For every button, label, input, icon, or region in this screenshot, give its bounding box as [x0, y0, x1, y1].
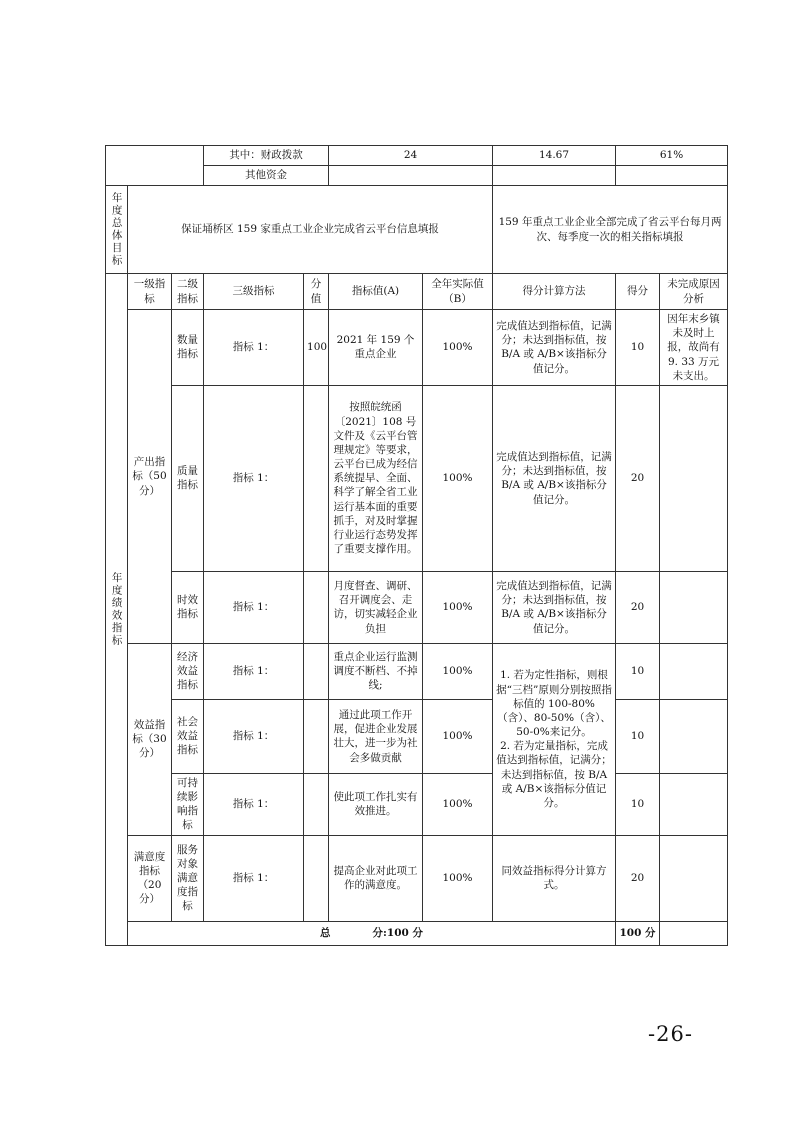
header-level1: 一级指标 — [128, 274, 172, 310]
row-level2: 时效指标 — [172, 571, 204, 643]
total-row — [106, 921, 728, 945]
row-level3: 指标 1： — [204, 310, 304, 386]
section-label: 年度绩效指标 — [106, 274, 128, 946]
row-level2: 服务对象满意度指标 — [172, 835, 204, 921]
row-level3: 指标 1： — [204, 835, 304, 921]
table-row — [106, 571, 728, 643]
row-reason — [660, 773, 728, 835]
row-method: 同效益指标得分计算方式。 — [493, 835, 616, 921]
row-actual: 100% — [423, 773, 493, 835]
row-score: 20 — [616, 835, 660, 921]
performance-table — [105, 145, 728, 946]
row-actual: 100% — [423, 835, 493, 921]
fiscal-budget: 24 — [329, 146, 493, 166]
page-number: -26- — [648, 1022, 693, 1046]
table-row — [106, 699, 728, 773]
row-method: 完成值达到指标值，记满分；未达到指标值，按B/A 或 A/B×该指标分值记分。 — [493, 571, 616, 643]
annual-goal-achieved: 159 年重点工业企业全部完成了省云平台每月两次、每季度一次的相关指标填报 — [493, 186, 728, 274]
row-method: 完成值达到指标值，记满分；未达到指标值，按B/A 或 A/B×该指标分值记分。 — [493, 310, 616, 386]
row-level3: 指标 1： — [204, 385, 304, 571]
benefit-method: 1. 若为定性指标，则根据“三档”原则分别按照指标值的 100-80%（含）、80-50%（含）、50-0%来记分。 2. 若为定量指标，完成值达到指标值，记满分；未达到指标值，按 B/A 或 A/B×该指标分值记分。 — [493, 643, 616, 835]
table-row — [106, 385, 728, 571]
table-row — [106, 643, 728, 699]
header-level2: 二级指标 — [172, 274, 204, 310]
row-level3: 指标 1： — [204, 571, 304, 643]
header-actual: 全年实际值（B） — [423, 274, 493, 310]
annual-goal-target: 保证埇桥区 159 家重点工业企业完成省云平台信息填报 — [128, 186, 493, 274]
row-target: 按照皖统函〔2021〕108 号文件及《云平台管理规定》等要求，云平台已成为经信系统提早、全面、科学了解全省工业运行基本面的重要抓手，对及时掌握行业运行态势发挥了重要支撑作用。 — [329, 385, 423, 571]
table-row — [106, 773, 728, 835]
row-target: 月度督查、调研、召开调度会、走访，切实减轻企业负担 — [329, 571, 423, 643]
header-target: 指标值(A) — [329, 274, 423, 310]
row-score: 20 — [616, 385, 660, 571]
row-target: 提高企业对此项工作的满意度。 — [329, 835, 423, 921]
row-level2: 社会效益指标 — [172, 699, 204, 773]
total-score: 100 分 — [616, 921, 660, 945]
header-row — [106, 274, 728, 310]
header-reason: 未完成原因分析 — [660, 274, 728, 310]
group-benefit: 效益指标（30分） — [128, 643, 172, 835]
row-weight — [304, 385, 329, 571]
row-actual: 100% — [423, 310, 493, 386]
row-reason — [660, 571, 728, 643]
row-weight — [304, 699, 329, 773]
row-weight — [304, 773, 329, 835]
row-score: 20 — [616, 571, 660, 643]
annual-goal-label: 年度总体目标 — [106, 186, 128, 274]
other-funds-label: 其他资金 — [204, 166, 329, 186]
row-target: 通过此项工作开展，促进企业发展壮大，进一步为社会多做贡献 — [329, 699, 423, 773]
fiscal-actual: 14.67 — [493, 146, 616, 166]
header-method: 得分计算方法 — [493, 274, 616, 310]
table-row — [106, 835, 728, 921]
row-actual: 100% — [423, 699, 493, 773]
row-level3: 指标 1： — [204, 773, 304, 835]
header-weight: 分值 — [304, 274, 329, 310]
row-weight — [304, 643, 329, 699]
table-row — [106, 310, 728, 386]
row-level3: 指标 1： — [204, 643, 304, 699]
group-satisfaction: 满意度指标（20分） — [128, 835, 172, 921]
row-level3: 指标 1： — [204, 699, 304, 773]
row-target: 2021 年 159 个重点企业 — [329, 310, 423, 386]
row-level2: 质量指标 — [172, 385, 204, 571]
row-reason: 因年末乡镇未及时上报，故尚有9. 33 万元未支出。 — [660, 310, 728, 386]
row-method: 完成值达到指标值，记满分；未达到指标值，按B/A 或 A/B×该指标分值记分。 — [493, 385, 616, 571]
row-weight — [304, 835, 329, 921]
row-actual: 100% — [423, 571, 493, 643]
row-level2: 可持续影响指标 — [172, 773, 204, 835]
row-actual: 100% — [423, 643, 493, 699]
row-target: 使此项工作扎实有效推进。 — [329, 773, 423, 835]
row-target: 重点企业运行监测调度不断档、不掉线; — [329, 643, 423, 699]
header-score: 得分 — [616, 274, 660, 310]
row-level2: 数量指标 — [172, 310, 204, 386]
row-reason — [660, 643, 728, 699]
header-level3: 三级指标 — [204, 274, 304, 310]
row-score: 10 — [616, 643, 660, 699]
row-score: 10 — [616, 310, 660, 386]
row-weight: 100 — [304, 310, 329, 386]
group-output: 产出指标（50分） — [128, 310, 172, 644]
funding-row-fiscal — [106, 146, 728, 166]
row-level2: 经济效益指标 — [172, 643, 204, 699]
fiscal-rate: 61% — [616, 146, 728, 166]
row-score: 10 — [616, 773, 660, 835]
row-actual: 100% — [423, 385, 493, 571]
row-reason — [660, 699, 728, 773]
row-score: 10 — [616, 699, 660, 773]
row-reason — [660, 385, 728, 571]
row-reason — [660, 835, 728, 921]
total-label: 总 分:100 分 — [128, 921, 616, 945]
annual-goal-row — [106, 186, 728, 274]
row-weight — [304, 571, 329, 643]
fiscal-label: 其中：财政拨款 — [204, 146, 329, 166]
